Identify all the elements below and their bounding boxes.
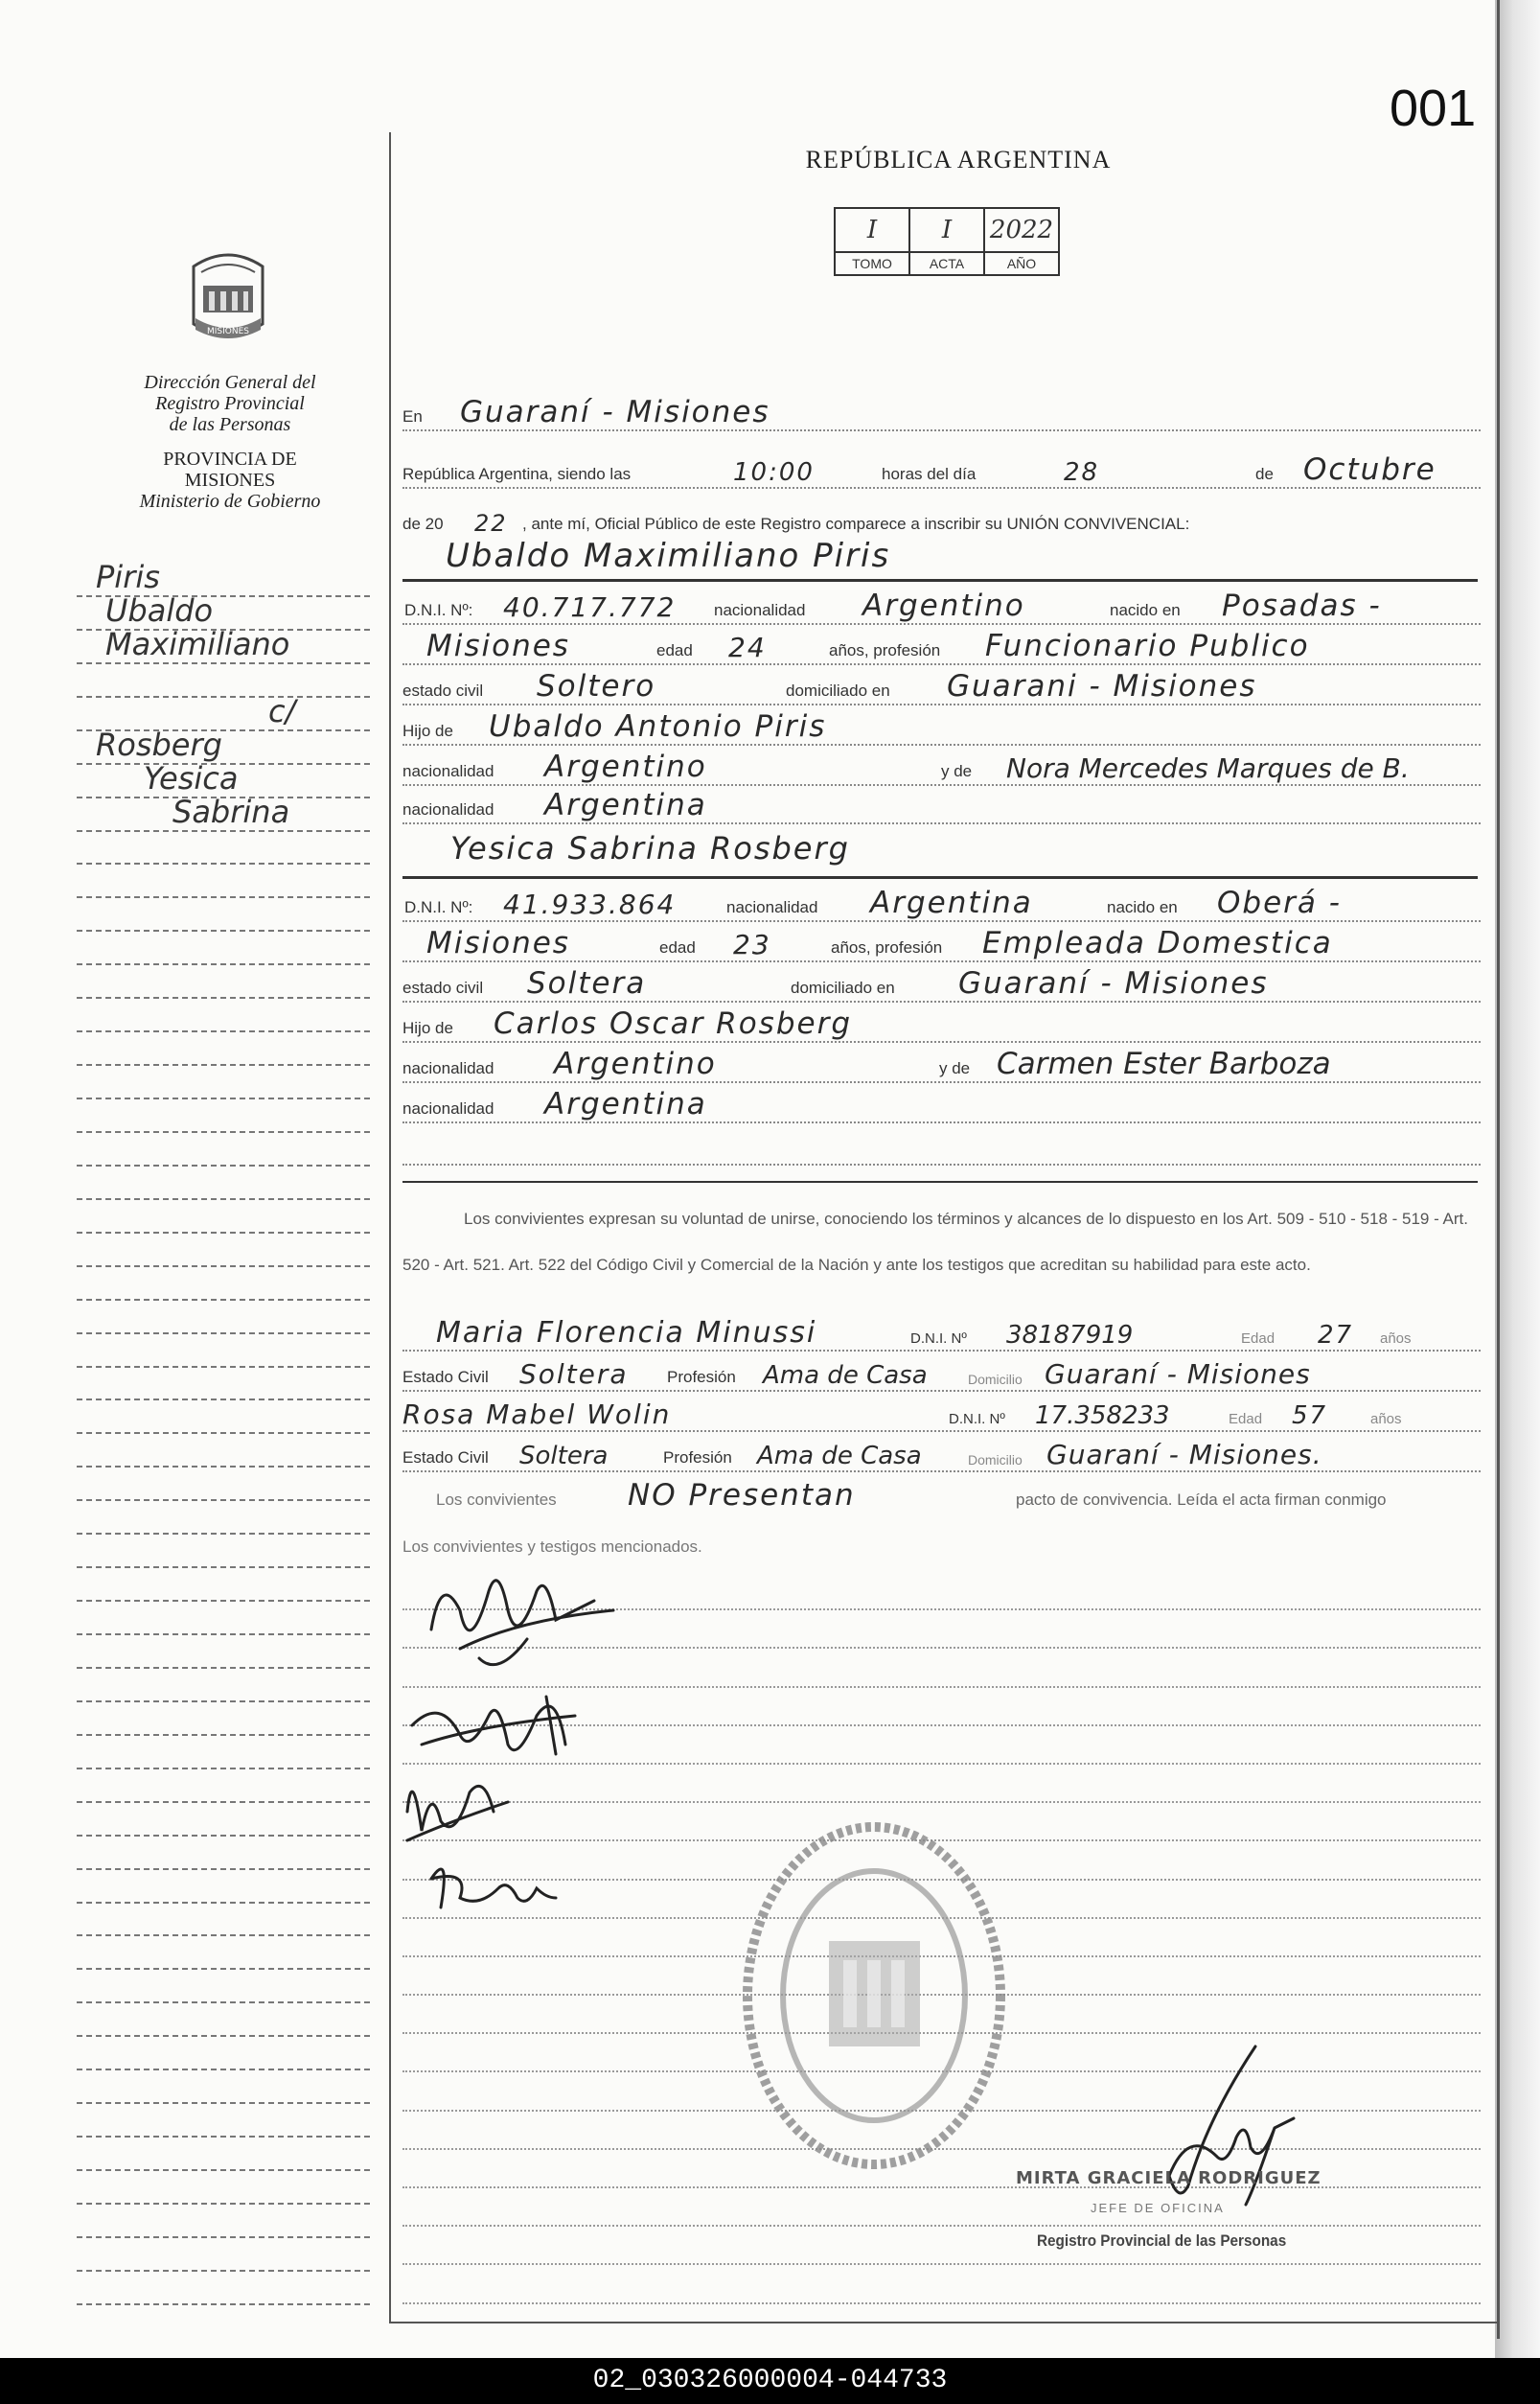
witness1-prof-label: Profesión xyxy=(667,1368,736,1386)
margin-note: Ubaldo xyxy=(105,591,214,629)
witness1-line xyxy=(402,1313,1481,1352)
witness2-estado-civil: Soltera xyxy=(519,1442,609,1470)
person1-civil-label: estado civil xyxy=(402,682,484,700)
margin-line xyxy=(77,2238,370,2272)
signature-convivient-1 xyxy=(431,1581,613,1665)
emblem-text: MISIONES xyxy=(206,327,250,336)
person1-edad: 24 xyxy=(728,632,767,663)
person2-nacido-en: Oberá - xyxy=(1217,886,1342,920)
witness2-detail-line xyxy=(402,1434,1481,1472)
person1-madre-nacionalidad: Argentina xyxy=(544,788,707,822)
person1-civil-line xyxy=(402,667,1481,705)
witness1-name: Maria Florencia Minussi xyxy=(436,1316,817,1350)
place-value: Guaraní - Misiones xyxy=(460,395,770,429)
official-office: Registro Provincial de las Personas xyxy=(1037,2231,1287,2250)
signature-convivient-2 xyxy=(412,1697,575,1754)
signature-witness-1 xyxy=(407,1786,508,1840)
person2-madre-nacionalidad: Argentina xyxy=(544,1087,707,1121)
person1-nacido-en: Posadas - xyxy=(1222,589,1382,623)
margin-line xyxy=(77,1837,370,1870)
witness1-edad: 27 xyxy=(1318,1321,1354,1350)
margin-line xyxy=(77,1234,370,1267)
margin-line xyxy=(77,1535,370,1568)
witness1-dni-label: D.N.I. Nº xyxy=(910,1330,967,1347)
org-line-3: de las Personas xyxy=(169,414,291,435)
official-seal-icon xyxy=(738,1816,1011,2176)
page-edge xyxy=(1495,0,1540,2358)
tomo-label: TOMO xyxy=(835,252,909,275)
person1-father-line xyxy=(402,707,1481,746)
person1-birthplace-2: Misiones xyxy=(426,629,570,663)
issuing-organization xyxy=(103,372,356,512)
margin-line xyxy=(77,1200,370,1234)
margin-line xyxy=(77,1434,370,1468)
person2-padre-nacionalidad: Argentino xyxy=(554,1047,717,1081)
signature-line xyxy=(402,2227,1481,2265)
margin-line xyxy=(77,2003,370,2037)
margin-line xyxy=(77,1803,370,1837)
person1-nacionalidad: Argentino xyxy=(862,589,1025,623)
person2-top-rule xyxy=(402,876,1478,879)
person1-madre: Nora Mercedes Marques de B. xyxy=(1006,752,1410,784)
margin-line xyxy=(77,1301,370,1334)
margin-line xyxy=(77,932,370,965)
person2-padre-nac-label: nacionalidad xyxy=(402,1059,494,1077)
margin-note: Maximiliano xyxy=(105,625,290,662)
witness2-domicilio: Guaraní - Misiones. xyxy=(1046,1439,1322,1470)
person1-profesion: Funcionario Publico xyxy=(985,629,1310,663)
acta-label: ACTA xyxy=(909,252,984,275)
person2-dni-line xyxy=(402,884,1481,922)
person1-nac-label: nacionalidad xyxy=(714,601,806,619)
horas-label: horas del día xyxy=(882,465,977,483)
pacto-line-2: Los convivientes y testigos mencionados. xyxy=(402,1537,702,1556)
margin-line xyxy=(77,1334,370,1368)
margin-line xyxy=(77,1970,370,2003)
margin-note: c/ xyxy=(268,692,296,729)
witness1-profesion: Ama de Casa xyxy=(763,1361,928,1390)
person2-name: Yesica Sabrina Rosberg xyxy=(450,830,850,867)
person2-dom-label: domiciliado en xyxy=(791,979,895,997)
margin-line xyxy=(77,999,370,1032)
province-line-1: PROVINCIA DE xyxy=(163,449,297,470)
margin-line xyxy=(77,1468,370,1501)
margin-note: Sabrina xyxy=(172,793,290,830)
person2-mother-line xyxy=(402,1045,1481,1083)
person1-hijo-label: Hijo de xyxy=(402,722,453,740)
person2-edad-label: edad xyxy=(659,938,696,957)
person1-name: Ubaldo Maximiliano Piris xyxy=(446,537,891,575)
person1-dom-label: domiciliado en xyxy=(786,682,890,700)
witness2-prof-label: Profesión xyxy=(663,1448,732,1467)
witness2-edad: 57 xyxy=(1292,1401,1328,1430)
person2-madre-nac-label: nacionalidad xyxy=(402,1099,494,1118)
person2-age-line xyxy=(402,924,1481,962)
person2-nacionalidad: Argentina xyxy=(870,886,1033,920)
margin-line xyxy=(77,1368,370,1401)
margin-line xyxy=(77,1635,370,1669)
pacto-prefix: Los convivientes xyxy=(436,1491,557,1509)
witness2-edad-label: Edad xyxy=(1229,1411,1263,1427)
margin-line xyxy=(77,1501,370,1535)
margin-line xyxy=(77,1133,370,1167)
margin-line xyxy=(77,2104,370,2138)
pacto-line xyxy=(402,1474,1481,1513)
witness1-domicilio: Guaraní - Misiones xyxy=(1045,1358,1311,1390)
person1-name-line xyxy=(402,537,1481,575)
provincial-emblem-icon xyxy=(184,247,272,355)
person2-father-line xyxy=(402,1005,1481,1043)
person1-padre: Ubaldo Antonio Piris xyxy=(489,709,827,744)
margin-note: Rosberg xyxy=(96,726,222,763)
person2-edad: 23 xyxy=(733,929,771,960)
margin-line xyxy=(77,1032,370,1066)
acta-value: I xyxy=(909,208,984,252)
pacto-suffix: pacto de convivencia. Leída el acta firman conmigo xyxy=(1016,1491,1387,1509)
signatures-group xyxy=(402,1553,632,1936)
year-value: 22 xyxy=(474,510,508,537)
official-title: JEFE DE OFICINA xyxy=(1091,2201,1225,2215)
margin-line xyxy=(77,1669,370,1702)
ministry-line: Ministerio de Gobierno xyxy=(139,491,321,512)
margin-line xyxy=(77,1904,370,1937)
person2-yde-label: y de xyxy=(939,1059,971,1077)
org-line-2: Registro Provincial xyxy=(155,393,305,414)
official-name: MIRTA GRACIELA RODRIGUEZ xyxy=(1016,2168,1322,2188)
person2-padre: Carlos Oscar Rosberg xyxy=(494,1006,852,1041)
margin-line xyxy=(77,865,370,898)
person1-mother-nac-line xyxy=(402,786,1481,824)
margin-line xyxy=(77,1769,370,1803)
month-value: Octubre xyxy=(1303,452,1437,487)
margin-line xyxy=(77,1736,370,1769)
hour-value: 10:00 xyxy=(733,458,815,487)
margin-line xyxy=(77,1568,370,1602)
document-title: REPÚBLICA ARGENTINA xyxy=(805,146,1112,173)
margin-note: Yesica xyxy=(144,759,239,797)
margin-line xyxy=(77,2205,370,2238)
person2-nac-label: nacionalidad xyxy=(726,898,818,916)
declaration-text: Los convivientes expresan su voluntad de unirse, conociendo los términos y alcances de lo dispuesto en los Art. 509 - 510 - 518 - 519 - Art. 520 - Art. 521. Art. 522 del Código Civil y Comercial de la Nación y ante los testigos que acreditan su habilidad para este acto. xyxy=(402,1210,1468,1274)
signature-line xyxy=(402,2265,1481,2303)
year-line xyxy=(402,498,1481,537)
declaration-top-rule xyxy=(402,1181,1478,1183)
margin-line xyxy=(77,2070,370,2104)
witness1-dni: 38187919 xyxy=(1006,1321,1134,1350)
witness2-name: Rosa Mabel Wolin xyxy=(402,1398,672,1430)
margin-line xyxy=(77,965,370,999)
margin-line xyxy=(77,664,370,698)
margin-line xyxy=(77,832,370,866)
witness2-profesion: Ama de Casa xyxy=(757,1442,922,1470)
person1-dni: 40.717.772 xyxy=(503,591,677,623)
person2-estado-civil: Soltera xyxy=(527,966,647,1001)
margin-line xyxy=(77,1267,370,1301)
province-line-2: MISIONES xyxy=(184,470,276,491)
person1-padre-nacionalidad: Argentino xyxy=(544,750,707,784)
person2-name-line xyxy=(402,828,1481,867)
witness1-civil-label: Estado Civil xyxy=(402,1368,489,1386)
person1-yde-label: y de xyxy=(941,762,973,780)
margin-line xyxy=(77,2171,370,2205)
person2-dni: 41.933.864 xyxy=(503,889,677,920)
org-line-1: Dirección General del xyxy=(144,372,316,393)
margin-note: Piris xyxy=(96,558,160,595)
right-rule xyxy=(1497,0,1500,2339)
blank-line xyxy=(402,1127,1481,1166)
scan-code: 02_030326000004-044733 xyxy=(592,2366,948,2395)
de-label: de xyxy=(1255,465,1274,483)
tomo-value: I xyxy=(835,208,909,252)
margin-line xyxy=(77,793,370,832)
person1-top-rule xyxy=(402,579,1478,582)
de20-label: de 20 xyxy=(402,515,444,533)
page-number: 001 xyxy=(1390,80,1477,137)
witness2-dom-label: Domicilio xyxy=(968,1452,1023,1468)
margin-line xyxy=(77,1602,370,1635)
witness2-anos-label: años xyxy=(1370,1411,1402,1427)
person2-nacido-label: nacido en xyxy=(1107,898,1178,916)
person2-civil-label: estado civil xyxy=(402,979,484,997)
person1-domicilio: Guarani - Misiones xyxy=(947,669,1257,704)
witness1-edad-label: Edad xyxy=(1241,1330,1276,1347)
person1-dni-label: D.N.I. Nº: xyxy=(404,601,473,619)
margin-line xyxy=(77,898,370,932)
person2-domicilio: Guaraní - Misiones xyxy=(958,966,1269,1001)
person1-estado-civil: Soltero xyxy=(537,669,656,704)
republica-label: República Argentina, siendo las xyxy=(402,465,632,483)
person2-profesion: Empleada Domestica xyxy=(982,926,1333,960)
margin-line xyxy=(77,1936,370,1970)
person1-madre-nac-label: nacionalidad xyxy=(402,800,494,819)
person1-nacido-label: nacido en xyxy=(1110,601,1181,619)
ano-value: 2022 xyxy=(984,208,1059,252)
witness1-anos-label: años xyxy=(1380,1330,1412,1347)
person2-birthplace-2: Misiones xyxy=(426,926,570,960)
margin-line xyxy=(77,625,370,664)
person2-dni-label: D.N.I. Nº: xyxy=(404,898,473,916)
margin-line xyxy=(77,1066,370,1099)
person1-profesion-label: años, profesión xyxy=(829,641,941,659)
witness1-detail-line xyxy=(402,1353,1481,1392)
registry-box xyxy=(834,207,1060,276)
person1-mother-line xyxy=(402,748,1481,786)
ano-label: AÑO xyxy=(984,252,1059,275)
day-value: 28 xyxy=(1064,458,1100,487)
margin-line xyxy=(77,1400,370,1434)
margin-line xyxy=(77,1702,370,1736)
signature-witness-2 xyxy=(431,1869,556,1907)
witness1-dom-label: Domicilio xyxy=(968,1372,1023,1387)
margin-notes xyxy=(77,558,370,2305)
margin-rule xyxy=(389,132,391,2323)
witness2-dni: 17.358233 xyxy=(1035,1401,1170,1430)
official-signature xyxy=(1131,2042,1322,2214)
en-label: En xyxy=(402,407,423,426)
person2-madre: Carmen Ester Barboza xyxy=(997,1047,1331,1081)
margin-line xyxy=(77,2272,370,2305)
ante-text: , ante mí, Oficial Público de este Registro comparece a inscribir su UNIÓN CONVIVENCIAL: xyxy=(522,515,1190,533)
witness2-dni-label: D.N.I. Nº xyxy=(949,1411,1005,1427)
person1-padre-nac-label: nacionalidad xyxy=(402,762,494,780)
margin-line xyxy=(77,1099,370,1133)
margin-line xyxy=(77,1167,370,1200)
person2-civil-line xyxy=(402,964,1481,1003)
scan-footer xyxy=(0,2358,1540,2404)
margin-line xyxy=(77,2037,370,2070)
person1-dni-line xyxy=(402,587,1481,625)
person1-edad-label: edad xyxy=(656,641,693,659)
person2-profesion-label: años, profesión xyxy=(831,938,943,957)
margin-line xyxy=(77,1870,370,1904)
time-line xyxy=(402,451,1481,489)
witness2-civil-label: Estado Civil xyxy=(402,1448,489,1467)
margin-line xyxy=(77,2138,370,2171)
person2-hijo-label: Hijo de xyxy=(402,1019,453,1037)
bottom-rule xyxy=(389,2322,1497,2323)
person2-mother-nac-line xyxy=(402,1085,1481,1123)
pacto-value: NO Presentan xyxy=(628,1478,856,1513)
witness2-line xyxy=(402,1394,1481,1432)
place-line xyxy=(402,393,1481,431)
witness1-estado-civil: Soltera xyxy=(519,1358,629,1390)
person1-age-line xyxy=(402,627,1481,665)
